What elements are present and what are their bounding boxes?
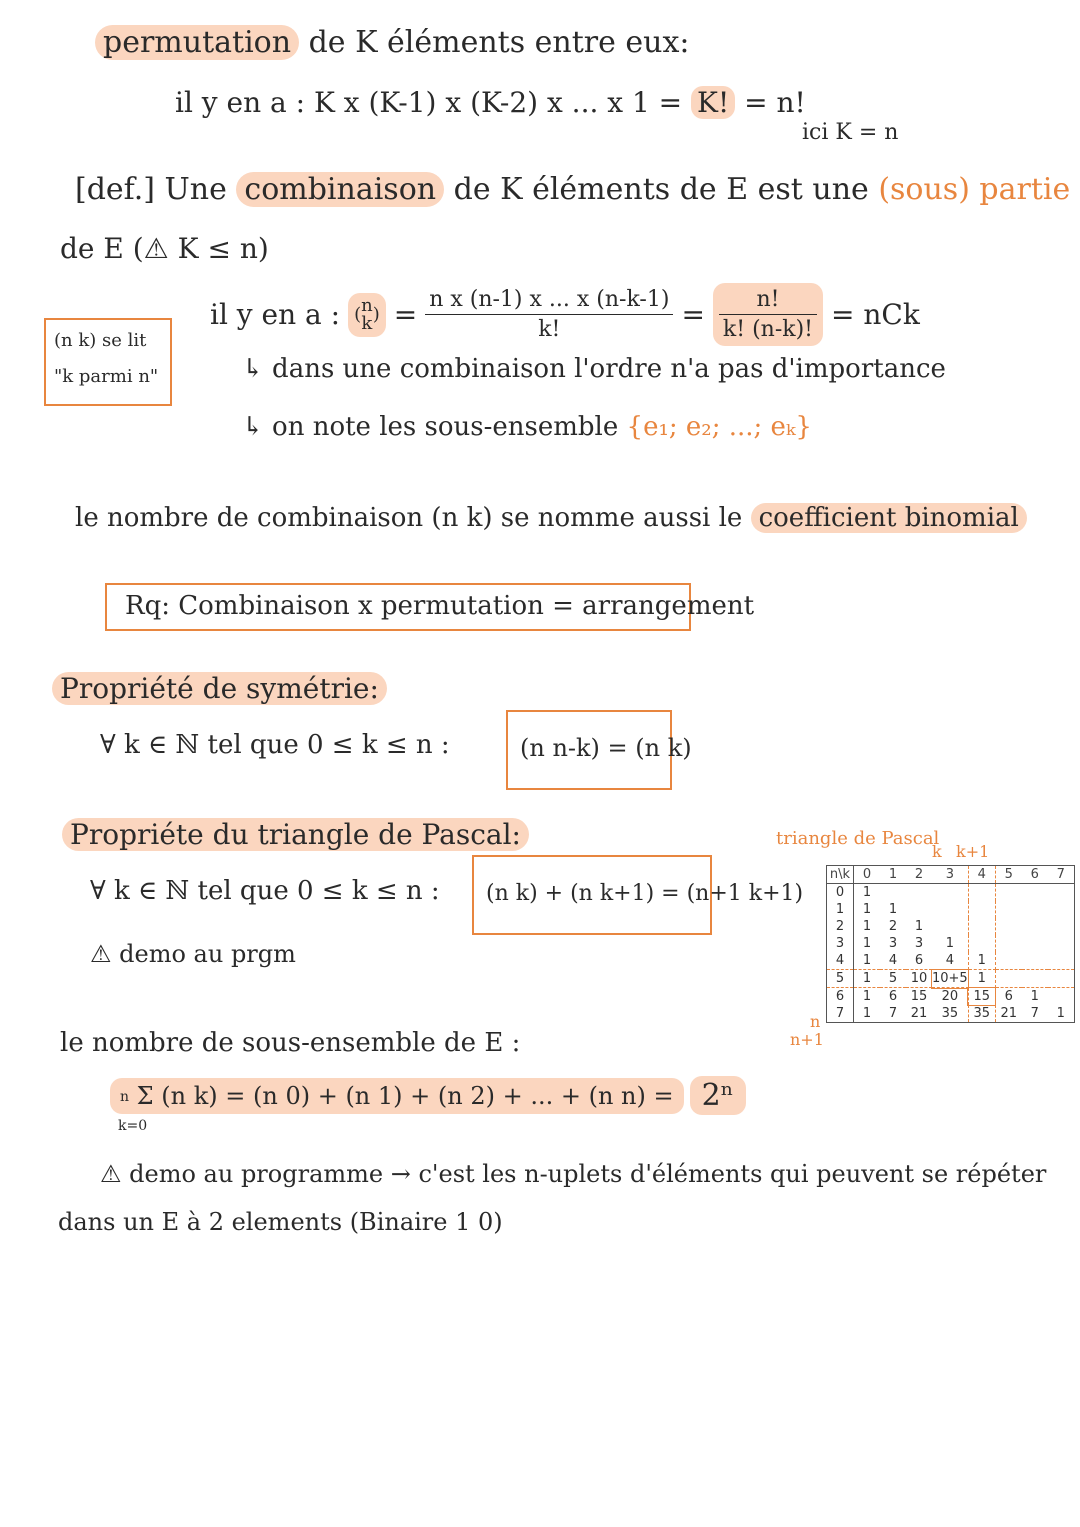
triangle-cell bbox=[1022, 935, 1048, 952]
triangle-col-header: 2 bbox=[906, 866, 932, 884]
triangle-cell: 4 bbox=[880, 952, 906, 970]
frac2-num: n! bbox=[719, 287, 817, 315]
triangle-cell bbox=[968, 884, 995, 902]
triangle-cell: 3 bbox=[914, 936, 924, 951]
triangle-cell: 1 bbox=[862, 885, 872, 900]
triangle-cell: 1 bbox=[968, 952, 995, 970]
def-tag: [def.] bbox=[75, 172, 155, 207]
n-factorial: = n! bbox=[744, 86, 806, 119]
remark-box bbox=[105, 583, 755, 631]
triangle-cell: 15 bbox=[910, 989, 928, 1004]
pascal-formula-box bbox=[472, 855, 804, 935]
triangle-cell bbox=[995, 952, 1022, 970]
frac1-num: n x (n-1) x ... x (n-k-1) bbox=[425, 287, 673, 315]
triangle-cell bbox=[995, 884, 1022, 902]
pascal-condition: ∀ k ∈ ℕ tel que 0 ≤ k ≤ n : bbox=[90, 876, 440, 906]
perm-note: ici K = n bbox=[802, 120, 899, 145]
def-line bbox=[75, 172, 1070, 207]
pascal-formula: (n k) + (n k+1) = (n+1 k+1) bbox=[486, 881, 804, 906]
bullet-notation-text: ↳ on note les sous-ensemble bbox=[242, 412, 619, 442]
triangle-row-label: 0 bbox=[827, 884, 854, 902]
triangle-cell bbox=[1022, 970, 1048, 988]
side-label-n1: n+1 bbox=[790, 1030, 824, 1049]
triangle-cell: 1 bbox=[888, 902, 898, 917]
triangle-cell bbox=[1022, 901, 1048, 918]
bullet-notation bbox=[242, 412, 812, 442]
triangle-col-header: 7 bbox=[1048, 866, 1074, 884]
triangle-cell: 1 bbox=[862, 989, 872, 1004]
set-notation: {e₁; e₂; ...; eₖ} bbox=[626, 412, 812, 442]
triangle-cell bbox=[995, 935, 1022, 952]
symmetry-title-wrap bbox=[52, 672, 387, 705]
triangle-cell: 1 bbox=[862, 902, 872, 917]
combination-formula: il y en a : ( n k ) = $\frac{\text{n x (n-1) x ... x (n-k-1)}}{k!}$ = $\frac{n!}{k! (n-k)!}$ = nCk bbox=[210, 283, 920, 346]
frac-factorial bbox=[713, 283, 823, 346]
col-mark-k1: k+1 bbox=[956, 842, 990, 861]
def-text-a: Une bbox=[164, 172, 227, 207]
triangle-cell: 21 bbox=[1000, 1006, 1017, 1021]
triangle-cell: 1 bbox=[854, 970, 881, 988]
triangle-cell: 1 bbox=[932, 935, 968, 952]
perm-heading: permutation bbox=[95, 25, 299, 60]
triangle-cell: 6 bbox=[1004, 989, 1013, 1004]
triangle-cell bbox=[1022, 952, 1048, 970]
triangle-cell bbox=[932, 901, 968, 918]
triangle-cell: 21 bbox=[910, 1006, 928, 1021]
sum-top: n bbox=[120, 1089, 130, 1105]
triangle-cell: 1 bbox=[1056, 1006, 1065, 1021]
formula-prefix: il y en a : bbox=[210, 298, 341, 331]
binom-top: n bbox=[361, 294, 373, 316]
k-factorial: K! bbox=[691, 86, 735, 119]
triangle-col-header: 5 bbox=[995, 866, 1022, 884]
triangle-cell bbox=[1022, 918, 1048, 935]
triangle-cell bbox=[880, 884, 906, 902]
pascal-triangle bbox=[826, 865, 1075, 1023]
triangle-row-label: 5 bbox=[827, 970, 854, 988]
symmetry-formula: (n n-k) = (n k) bbox=[520, 734, 692, 762]
triangle-cell: 10 bbox=[906, 970, 932, 988]
side-note-line2: "k parmi n" bbox=[54, 366, 159, 387]
triangle-cell bbox=[1022, 884, 1048, 902]
triangle-cell: 1 bbox=[862, 936, 872, 951]
triangle-cell bbox=[1048, 901, 1074, 918]
triangle-cell bbox=[1048, 970, 1074, 988]
pascal-note: ⚠ demo au prgm bbox=[90, 940, 296, 968]
triangle-cell: 1 bbox=[854, 952, 881, 970]
sum-bottom: k=0 bbox=[118, 1118, 148, 1134]
triangle-row-label: 2 bbox=[827, 918, 854, 935]
triangle-cell bbox=[995, 901, 1022, 918]
binom-nk: ( n k ) bbox=[348, 293, 386, 337]
side-note-line1: (n k) se lit bbox=[54, 330, 147, 351]
def-term: combinaison bbox=[236, 172, 444, 207]
pascal-title: Propriéte du triangle de Pascal: bbox=[62, 818, 529, 851]
symmetry-condition: ∀ k ∈ ℕ tel que 0 ≤ k ≤ n : bbox=[100, 730, 450, 760]
triangle-cell: 10+5 bbox=[932, 971, 968, 986]
def-text-b: de K éléments de E est une bbox=[453, 172, 869, 207]
binom-bottom: k bbox=[361, 312, 373, 334]
triangle-col-header: 1 bbox=[880, 866, 906, 884]
triangle-row-label: 3 bbox=[827, 935, 854, 952]
triangle-cell bbox=[1048, 952, 1074, 970]
triangle-cell bbox=[968, 901, 995, 918]
perm-line bbox=[95, 25, 690, 60]
demo-line2: dans un E à 2 elements (Binaire 1 0) bbox=[58, 1208, 503, 1236]
triangle-cell: 1 bbox=[862, 919, 872, 934]
triangle-cell bbox=[968, 935, 995, 952]
pascal-title-wrap bbox=[62, 818, 529, 851]
triangle-row-label: 1 bbox=[827, 901, 854, 918]
triangle-cell bbox=[1048, 988, 1074, 1006]
sum-formula: Σ (n k) = (n 0) + (n 1) + (n 2) + ... + (n n) = bbox=[136, 1081, 674, 1110]
bullet-order: ↳ dans une combinaison l'ordre n'a pas d'importance bbox=[242, 354, 946, 384]
triangle-cell: 35 bbox=[932, 1005, 968, 1022]
triangle-cell: 7 bbox=[1030, 1006, 1039, 1021]
def-term2: (sous) partie bbox=[878, 172, 1071, 207]
triangle-col-header: 0 bbox=[854, 866, 881, 884]
triangle-cell bbox=[906, 884, 932, 902]
perm-heading-rest: de K éléments entre eux: bbox=[308, 25, 690, 60]
triangle-col-header: 3 bbox=[932, 866, 968, 884]
triangle-cell: 7 bbox=[888, 1006, 898, 1021]
binomial-line bbox=[75, 503, 1027, 533]
triangle-row-label: 7 bbox=[827, 1005, 854, 1022]
demo-line1: ⚠ demo au programme → c'est les n-uplets d'éléments qui peuvent se répéter bbox=[100, 1160, 1047, 1188]
triangle-cell bbox=[906, 901, 932, 918]
triangle-col-header: 6 bbox=[1022, 866, 1048, 884]
triangle-cell bbox=[968, 918, 995, 935]
triangle-col-header: 4 bbox=[968, 866, 995, 884]
triangle-cell: 6 bbox=[888, 989, 898, 1004]
triangle-cell bbox=[1048, 935, 1074, 952]
triangle-cell: 4 bbox=[932, 952, 968, 970]
triangle-cell bbox=[932, 918, 968, 935]
side-label-n: n bbox=[810, 1012, 821, 1031]
triangle-cell: 3 bbox=[888, 936, 898, 951]
remark-text: Rq: Combinaison x permutation = arrangement bbox=[125, 591, 755, 621]
perm-formula-line bbox=[175, 86, 806, 119]
triangle-cell: 1 bbox=[1030, 989, 1039, 1004]
frac2-den: k! (n-k)! bbox=[722, 317, 814, 342]
triangle-cell bbox=[1048, 918, 1074, 935]
triangle-cell: 2 bbox=[888, 919, 898, 934]
binomial-term: coefficient binomial bbox=[751, 503, 1027, 533]
triangle-row-label: 4 bbox=[827, 952, 854, 970]
side-note-box bbox=[44, 318, 172, 406]
triangle-cell: 1 bbox=[862, 1006, 872, 1021]
triangle-cell: 6 bbox=[906, 952, 932, 970]
subsets-text: le nombre de sous-ensemble de E : bbox=[60, 1028, 521, 1058]
triangle-cell: 1 bbox=[914, 919, 924, 934]
symmetry-title: Propriété de symétrie: bbox=[52, 672, 387, 705]
triangle-cell: 35 bbox=[968, 1005, 995, 1022]
symmetry-formula-box bbox=[506, 710, 692, 790]
triangle-cell: 15 bbox=[968, 988, 995, 1006]
triangle-corner: n\k bbox=[827, 866, 854, 884]
perm-formula: il y en a : K x (K-1) x (K-2) x ... x 1 = bbox=[175, 86, 683, 119]
triangle-cell: 5 bbox=[880, 970, 906, 988]
triangle-cell bbox=[995, 970, 1022, 988]
triangle-title: triangle de Pascal bbox=[776, 828, 940, 849]
subsets-sum bbox=[110, 1078, 684, 1114]
triangle-cell: 20 bbox=[932, 988, 968, 1006]
subsets-sum-line bbox=[110, 1076, 746, 1115]
formula-notation: = nCk bbox=[831, 298, 920, 331]
triangle-row-label: 6 bbox=[827, 988, 854, 1006]
col-mark-k: k bbox=[932, 842, 942, 861]
frac-product bbox=[425, 287, 673, 342]
binomial-text: le nombre de combinaison (n k) se nomme aussi le bbox=[75, 503, 743, 533]
triangle-cell bbox=[1048, 884, 1074, 902]
triangle-cell bbox=[995, 918, 1022, 935]
pascal-table bbox=[827, 866, 1074, 1022]
triangle-cell bbox=[932, 884, 968, 902]
frac1-den: k! bbox=[538, 317, 561, 342]
subsets-result: 2ⁿ bbox=[690, 1076, 746, 1115]
def-line2: de E (⚠ K ≤ n) bbox=[60, 232, 269, 265]
triangle-cell: 1 bbox=[968, 970, 995, 988]
